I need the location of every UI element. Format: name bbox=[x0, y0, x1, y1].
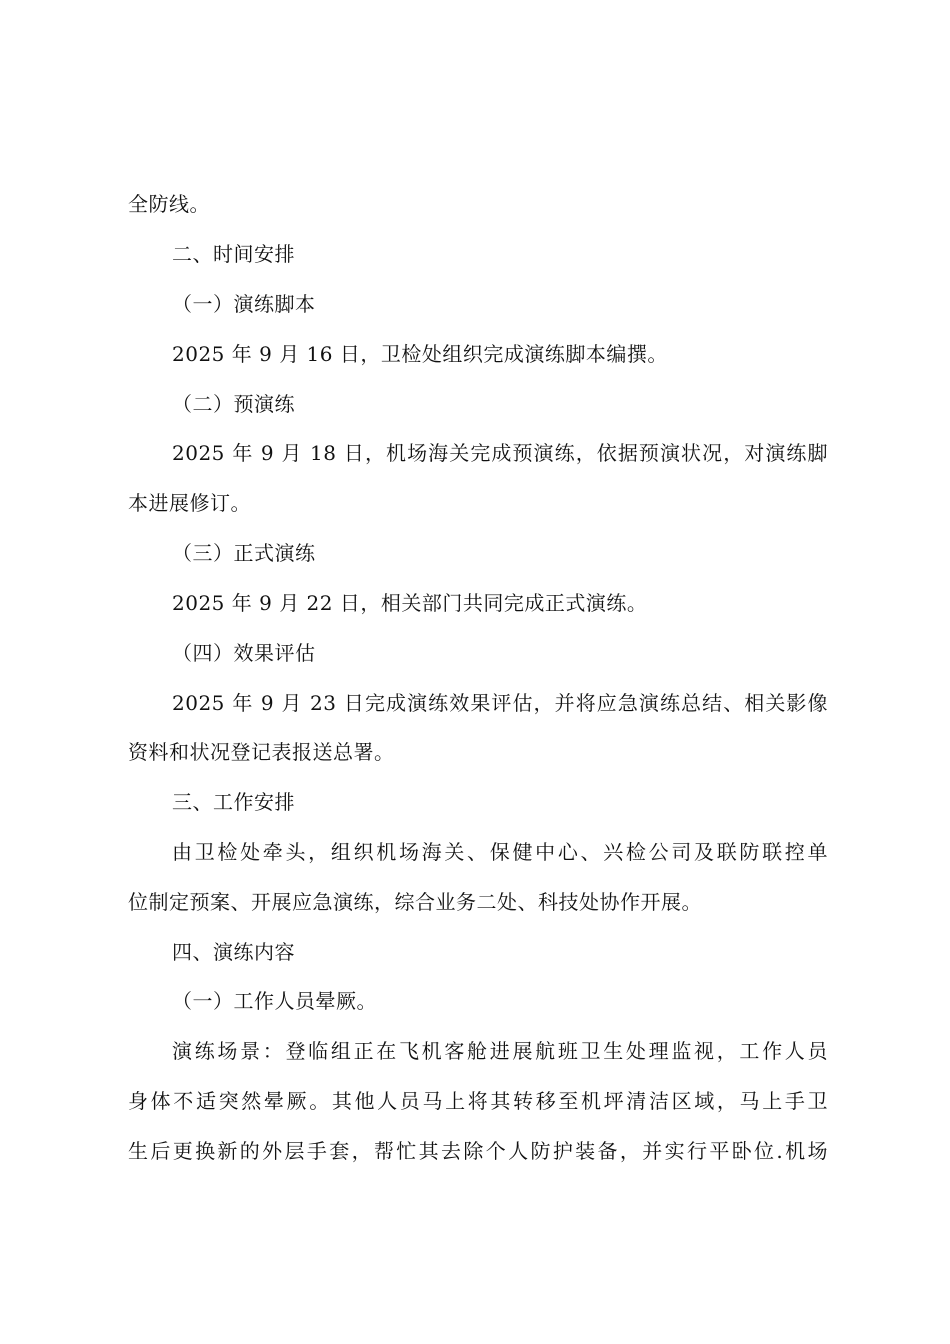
paragraph-evaluation-line1: 2025 年 9 月 23 日完成演练效果评估，并将应急演练总结、相关影像 bbox=[172, 691, 828, 715]
paragraph-scenario-line1: 演练场景：登临组正在飞机客舱进展航班卫生处理监视，工作人员 bbox=[172, 1039, 828, 1063]
paragraph-formal-drill: 2025 年 9 月 22 日，相关部门共同完成正式演练。 bbox=[172, 591, 648, 615]
paragraph-evaluation-line2: 资料和状况登记表报送总署。 bbox=[128, 740, 395, 764]
paragraph-rehearsal-line2: 本进展修订。 bbox=[128, 491, 251, 515]
subheading-formal-drill: （三）正式演练 bbox=[172, 541, 316, 565]
subheading-rehearsal: （二）预演练 bbox=[172, 392, 295, 416]
subheading-script: （一）演练脚本 bbox=[172, 292, 316, 316]
section-heading-schedule: 二、时间安排 bbox=[172, 242, 295, 266]
section-heading-content: 四、演练内容 bbox=[172, 940, 295, 964]
paragraph-scenario-line3: 生后更换新的外层手套，帮忙其去除个人防护装备，并实行平卧位.机场 bbox=[128, 1139, 828, 1163]
paragraph-script: 2025 年 9 月 16 日，卫检处组织完成演练脚本编撰。 bbox=[172, 342, 668, 366]
subheading-fainting: （一）工作人员晕厥。 bbox=[172, 989, 377, 1013]
paragraph-work-line1: 由卫检处牵头，组织机场海关、保健中心、兴检公司及联防联控单 bbox=[172, 840, 828, 864]
paragraph-rehearsal-line1: 2025 年 9 月 18 日，机场海关完成预演练，依据预演状况，对演练脚 bbox=[172, 441, 828, 465]
paragraph-scenario-line2: 身体不适突然晕厥。其他人员马上将其转移至机坪清洁区域，马上手卫 bbox=[128, 1089, 828, 1113]
subheading-evaluation: （四）效果评估 bbox=[172, 641, 316, 665]
paragraph-work-line2: 位制定预案、开展应急演练，综合业务二处、科技处协作开展。 bbox=[128, 890, 702, 914]
section-heading-work: 三、工作安排 bbox=[172, 790, 295, 814]
paragraph-continuation: 全防线。 bbox=[128, 192, 210, 216]
